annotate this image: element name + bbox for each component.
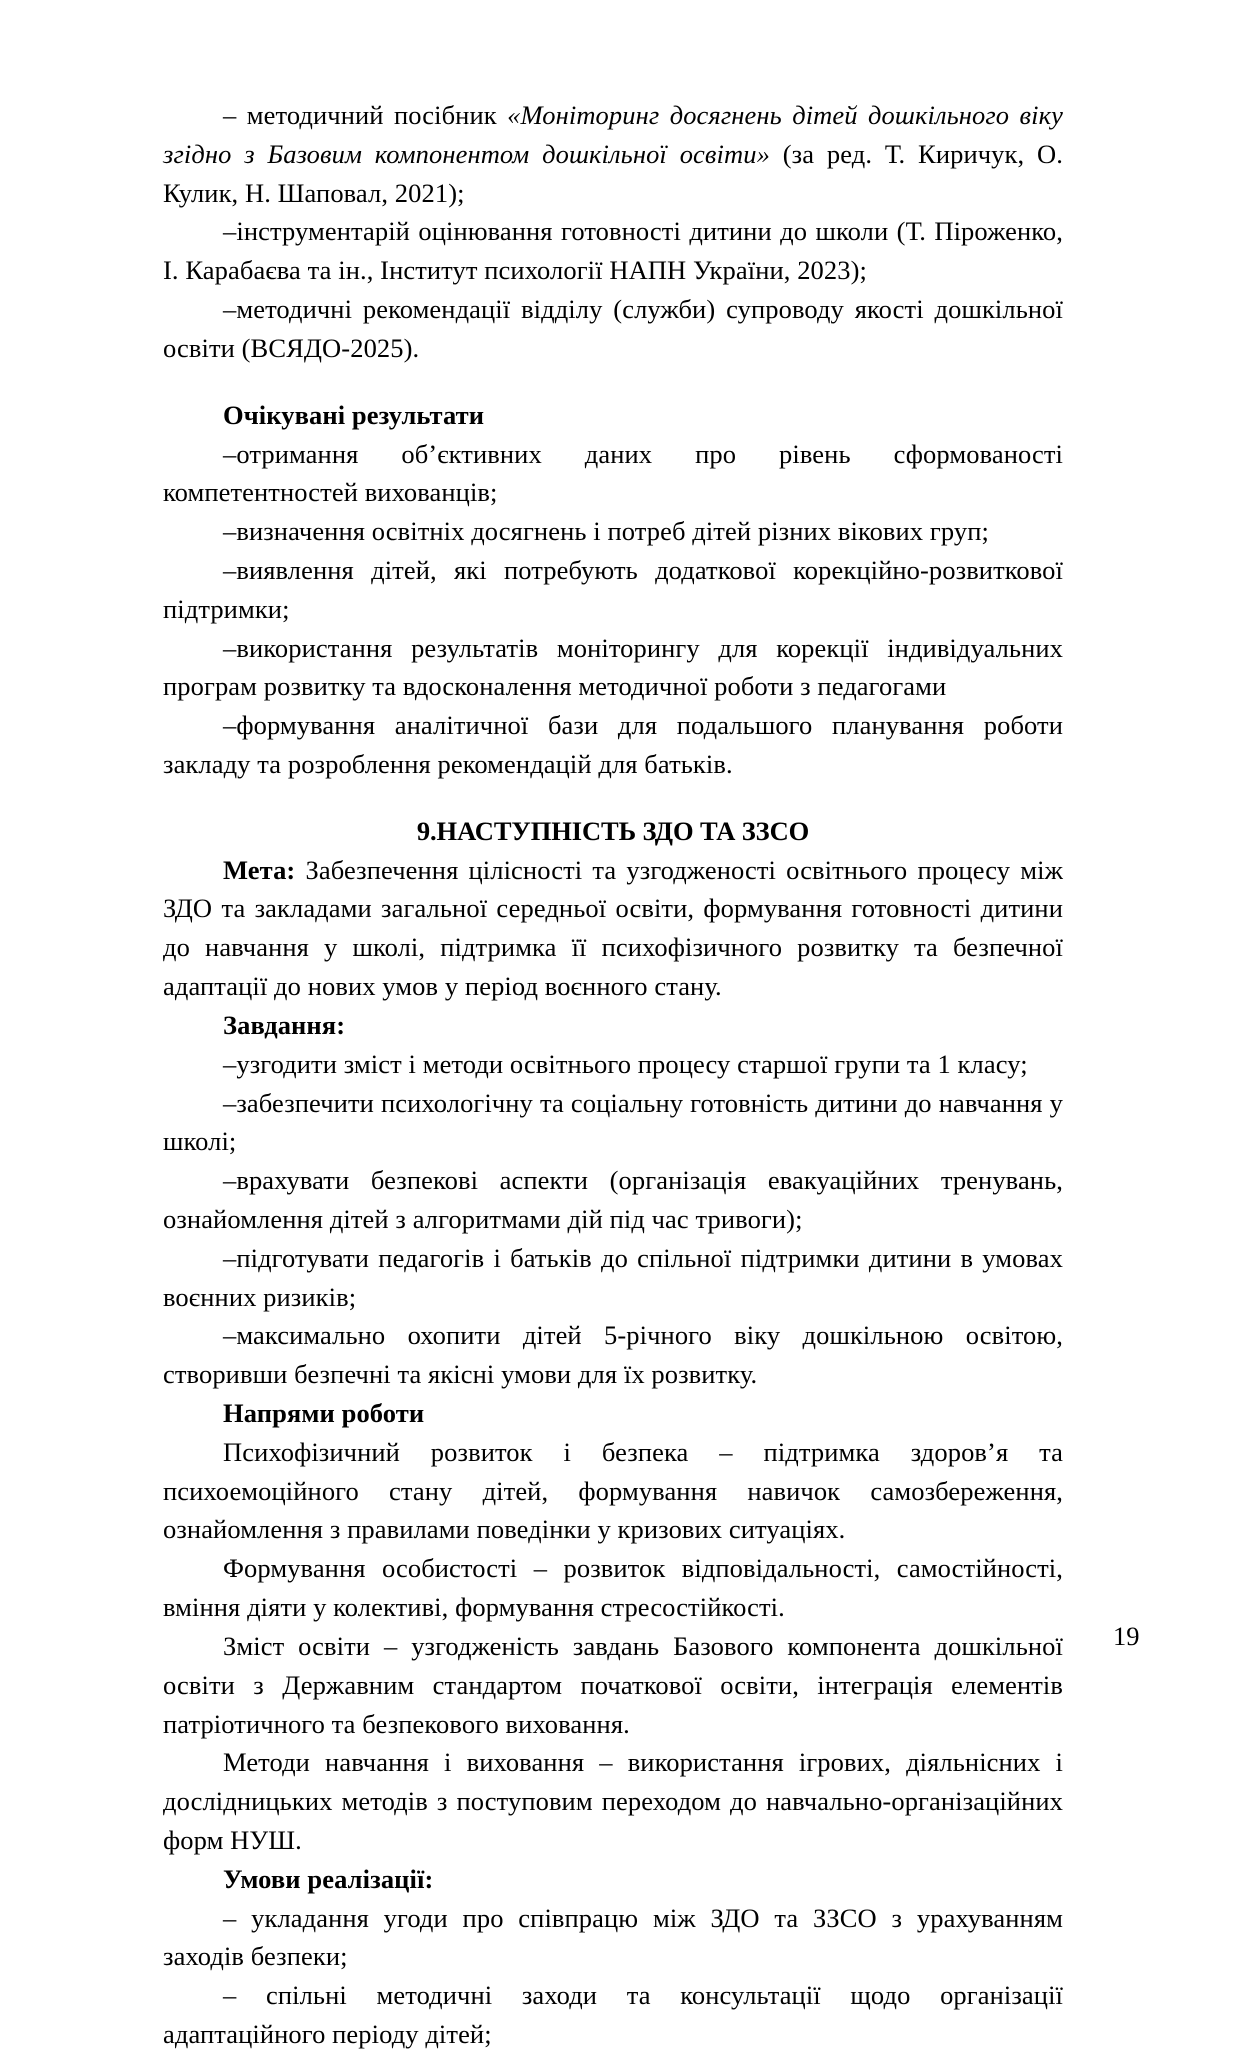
expected-result-item: –визначення освітніх досягнень і потреб дітей різних вікових груп;	[223, 516, 989, 547]
meta-label: Мета:	[223, 854, 296, 885]
meta-text: Забезпечення цілісності та узгодженості освітнього процесу між ЗДО та закладами загальної середньої освіти, формування готовності дитини до навчання у школі, підтримка її психофізичного розвитку та безпечної адаптації до нових умов у період воєнного стану.	[163, 854, 1063, 1002]
source-item-1-suffix: (за ред. Т. Киричук, О. Кулик, Н. Шаповал, 2021);	[163, 138, 1063, 208]
page-number: 19	[1113, 1621, 1140, 1651]
page-content	[163, 96, 1063, 2054]
source-item-1-prefix: – методичний посібник	[223, 100, 508, 130]
task-item: –максимально охопити дітей 5-річного віку дошкільною освітою, створивши безпечні та якісні умови для їх розвитку.	[163, 1320, 1063, 1390]
expected-result-item: –використання результатів моніторингу для корекції індивідуальних програм розвитку та вдосконалення методичної роботи з педагогами	[163, 632, 1063, 702]
task-item: –узгодити зміст і методи освітнього процесу старшої групи та 1 класу;	[223, 1048, 1028, 1079]
task-item: –підготувати педагогів і батьків до спільної підтримки дитини в умовах воєнних ризиків;	[163, 1242, 1063, 1312]
condition-item: – спільні методичні заходи та консультації щодо організації адаптаційного періоду дітей;	[163, 1980, 1063, 2049]
expected-results-heading: Очікувані результати	[223, 399, 485, 430]
spacer	[163, 368, 1063, 396]
direction-item: Формування особистості – розвиток відповідальності, самостійності, вміння діяти у колективі, формування стресостійкості.	[163, 1553, 1063, 1623]
source-item-3: –методичні рекомендації відділу (служби) супроводу якості дошкільної освіти (ВСЯДО-2025).	[163, 294, 1063, 363]
spacer	[163, 784, 1063, 812]
directions-heading: Напрями роботи	[223, 1398, 425, 1428]
direction-item: Психофізичний розвиток і безпека – підтримка здоров’я та психоемоційного стану дітей, формування навичок самозбереження, ознайомлення з правилами поведінки у кризових ситуаціях.	[163, 1436, 1063, 1545]
section-9-meta-paragraph	[163, 851, 1063, 1006]
source-item-1	[163, 96, 1063, 212]
task-item: –забезпечити психологічну та соціальну готовність дитини до навчання у школі;	[163, 1087, 1063, 1157]
condition-item: – укладання угоди про співпрацю між ЗДО та ЗЗСО з урахуванням заходів безпеки;	[163, 1902, 1063, 1972]
section-9-heading: 9.НАСТУПНІСТЬ ЗДО ТА ЗЗСО	[416, 815, 810, 846]
source-item-1-title: «Моніторинг досягнень дітей дошкільного віку згідно з Базовим компонентом дошкільної освіти»	[163, 100, 1063, 169]
expected-result-item: –формування аналітичної бази для подальшого планування роботи закладу та розроблення рекомендацій для батьків.	[163, 710, 1063, 779]
expected-result-item: –отримання об’єктивних даних про рівень сформованості компетентностей вихованців;	[163, 438, 1063, 508]
direction-item: Зміст освіти – узгодженість завдань Базового компонента дошкільної освіти з Державним стандартом початкової освіти, інтеграція елементів патріотичного та безпекового виховання.	[163, 1630, 1063, 1739]
task-item: –врахувати безпекові аспекти (організація евакуаційних тренувань, ознайомлення дітей з алгоритмами дій під час тривоги);	[163, 1165, 1063, 1234]
tasks-heading: Завдання:	[223, 1009, 346, 1040]
direction-item: Методи навчання і виховання – використання ігрових, діяльнісних і дослідницьких методів з поступовим переходом до навчально-організаційних форм НУШ.	[163, 1747, 1063, 1855]
conditions-heading: Умови реалізації:	[223, 1863, 434, 1894]
expected-result-item: –виявлення дітей, які потребують додаткової корекційно-розвиткової підтримки;	[163, 554, 1063, 624]
source-item-2: –інструментарій оцінювання готовності дитини до школи (Т. Піроженко, І. Карабаєва та ін., Інститут психології НАПН України, 2023);	[163, 216, 1063, 286]
